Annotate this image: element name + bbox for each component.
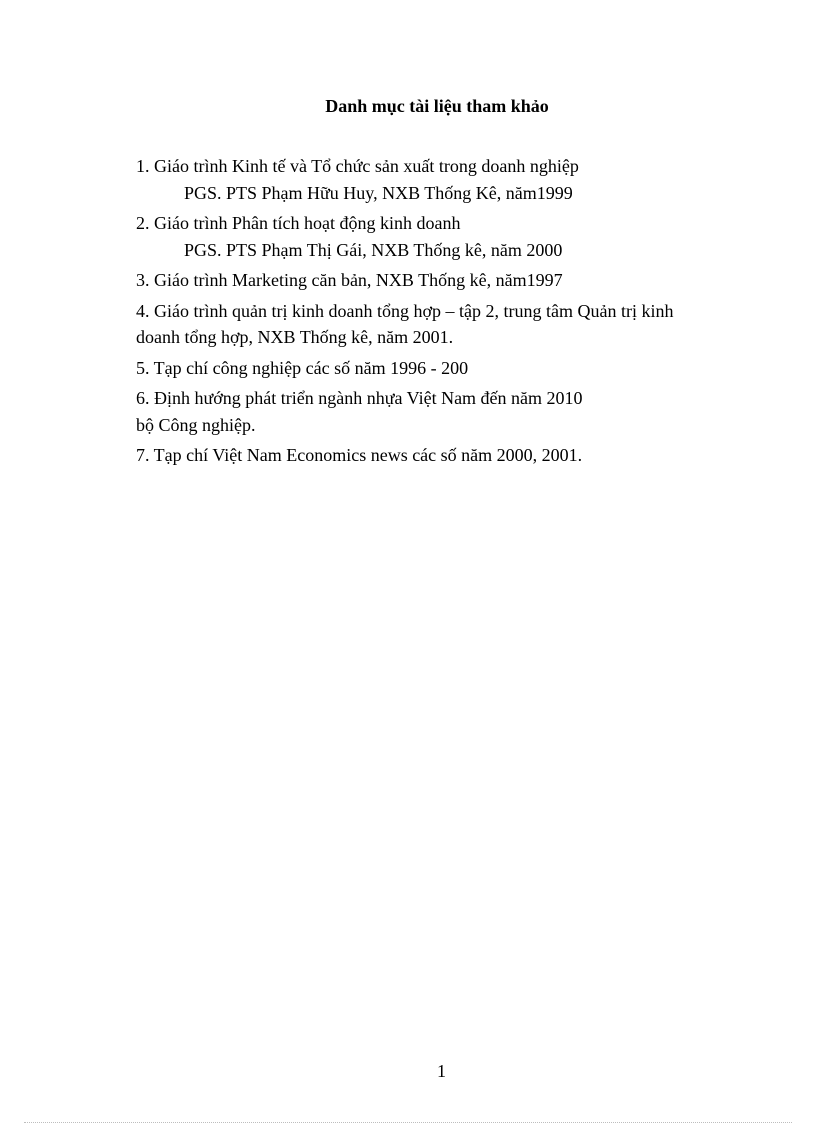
reference-author-publisher: PGS. PTS Phạm Hữu Huy, NXB Thống Kê, năm1999 bbox=[184, 182, 573, 203]
reference-item-1 bbox=[136, 153, 716, 206]
page-number: 1 bbox=[437, 1061, 446, 1081]
reference-continuation: bộ Công nghiệp. bbox=[136, 414, 256, 435]
reference-author-publisher: PGS. PTS Phạm Thị Gái, NXB Thống kê, năm 2000 bbox=[184, 239, 563, 260]
reference-item-4 bbox=[136, 298, 716, 351]
page-title: Danh mục tài liệu tham khảo bbox=[325, 96, 549, 116]
reference-title: 6. Định hướng phát triển ngành nhựa Việt Nam đến năm 2010 bbox=[136, 388, 583, 408]
reference-title: 5. Tạp chí công nghiệp các số năm 1996 - 200 bbox=[136, 357, 469, 378]
reference-title: 4. Giáo trình quản trị kinh doanh tổng hợp – tập 2, trung tâm Quản trị kinh bbox=[136, 300, 674, 321]
reference-item-5 bbox=[136, 355, 716, 382]
reference-title: 1. Giáo trình Kinh tế và Tổ chức sản xuất trong doanh nghiệp bbox=[136, 156, 579, 176]
reference-continuation: doanh tổng hợp, NXB Thống kê, năm 2001. bbox=[136, 327, 454, 347]
reference-item-2 bbox=[136, 210, 716, 263]
reference-item-7 bbox=[136, 442, 716, 469]
reference-title: 7. Tạp chí Việt Nam Economics news các số năm 2000, 2001. bbox=[136, 445, 583, 465]
reference-item-6 bbox=[136, 385, 716, 438]
reference-list bbox=[136, 153, 716, 473]
reference-title: 3. Giáo trình Marketing căn bản, NXB Thống kê, năm1997 bbox=[136, 270, 563, 290]
reference-item-3 bbox=[136, 267, 716, 294]
reference-title: 2. Giáo trình Phân tích hoạt động kinh doanh bbox=[136, 213, 461, 233]
